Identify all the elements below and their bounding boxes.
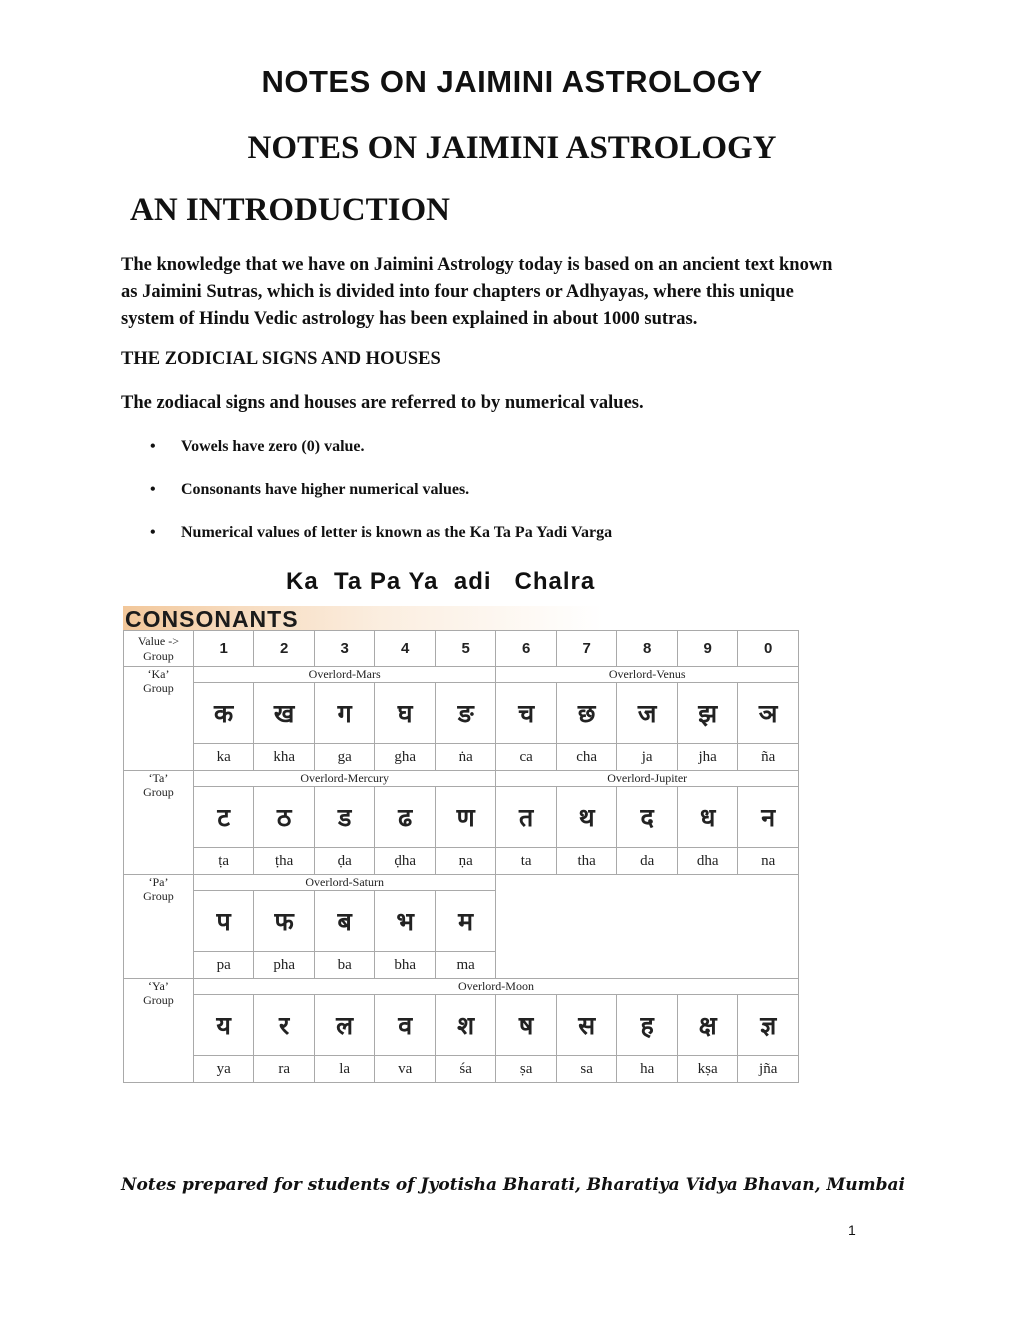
bullet-icon: •: [150, 438, 156, 455]
bullet-text: Vowels have zero (0) value.: [181, 438, 365, 455]
bullet-item: [150, 436, 612, 479]
letter-cell: य: [193, 995, 254, 1056]
ka-overlord-row: [124, 667, 799, 683]
letter-cell: स: [556, 995, 617, 1056]
translit-cell: tha: [556, 848, 617, 875]
bullet-text: Consonants have higher numerical values.: [181, 481, 470, 498]
ka-group-cell: [124, 667, 194, 771]
translit-cell: ja: [617, 744, 678, 771]
letter-cell: ध: [677, 787, 738, 848]
page-number: 1: [848, 1222, 856, 1238]
translit-cell: ca: [496, 744, 557, 771]
bullet-item: [150, 522, 612, 565]
value-row: [124, 631, 799, 667]
letter-cell: ण: [435, 787, 496, 848]
ta-group-cell: [124, 771, 194, 875]
translit-cell: jha: [677, 744, 738, 771]
translit-cell: ka: [193, 744, 254, 771]
ya-translit-row: [124, 1056, 799, 1083]
translit-cell: cha: [556, 744, 617, 771]
value-cell: 6: [496, 631, 557, 667]
translit-cell: pha: [254, 952, 315, 979]
ta-overlord-row: [124, 771, 799, 787]
translit-cell: ta: [496, 848, 557, 875]
translit-cell: bha: [375, 952, 436, 979]
value-cell: 4: [375, 631, 436, 667]
group-word: Group: [143, 681, 174, 695]
bullet-list: [150, 436, 612, 565]
value-cell: 8: [617, 631, 678, 667]
letter-cell: र: [254, 995, 315, 1056]
group-label: Group: [143, 648, 174, 663]
empty-cell: [496, 875, 799, 979]
overlord-cell: Overlord-Mercury: [193, 771, 496, 787]
translit-cell: ṭha: [254, 848, 315, 875]
translit-cell: kṣa: [677, 1056, 738, 1083]
letter-cell: क्ष: [677, 995, 738, 1056]
letter-cell: भ: [375, 891, 436, 952]
value-group-header: [124, 631, 194, 667]
letter-cell: म: [435, 891, 496, 952]
translit-cell: ṇa: [435, 848, 496, 875]
ka-translit-row: [124, 744, 799, 771]
document-title: NOTES ON JAIMINI ASTROLOGY: [247, 130, 777, 166]
letter-cell: ङ: [435, 683, 496, 744]
translit-cell: ṅa: [435, 744, 496, 771]
ta-letter-row: [124, 787, 799, 848]
overlord-cell: Overlord-Mars: [193, 667, 496, 683]
translit-cell: ḍha: [375, 848, 436, 875]
translit-cell: ña: [738, 744, 799, 771]
intro-line: system of Hindu Vedic astrology has been explained in about 1000 sutras.: [121, 309, 698, 329]
ta-translit-row: [124, 848, 799, 875]
group-word: Group: [143, 993, 174, 1007]
group-name: ‘Ta’: [148, 771, 169, 785]
letter-cell: घ: [375, 683, 436, 744]
letter-cell: ठ: [254, 787, 315, 848]
value-cell: 5: [435, 631, 496, 667]
pa-overlord-row: [124, 875, 799, 891]
letter-cell: ष: [496, 995, 557, 1056]
subheading: THE ZODICIAL SIGNS AND HOUSES: [121, 349, 441, 369]
bullet-item: [150, 479, 612, 522]
letter-cell: ग: [314, 683, 375, 744]
translit-cell: kha: [254, 744, 315, 771]
consonants-label: CONSONANTS: [125, 606, 299, 632]
intro-line: as Jaimini Sutras, which is divided into four chapters or Adhyayas, where this unique: [121, 282, 794, 302]
running-header: NOTES ON JAIMINI ASTROLOGY: [261, 64, 763, 99]
translit-cell: sa: [556, 1056, 617, 1083]
intro-line: The knowledge that we have on Jaimini Astrology today is based on an ancient text known: [121, 255, 833, 275]
pa-group-cell: [124, 875, 194, 979]
section-title: AN INTRODUCTION: [130, 192, 450, 228]
letter-cell: छ: [556, 683, 617, 744]
footer-note: Notes prepared for students of Jyotisha Bharati, Bharatiya Vidya Bhavan, Mumbai: [121, 1175, 906, 1195]
value-cell: 3: [314, 631, 375, 667]
value-cell: 9: [677, 631, 738, 667]
letter-cell: ञ: [738, 683, 799, 744]
letter-cell: ढ: [375, 787, 436, 848]
translit-cell: na: [738, 848, 799, 875]
ya-letter-row: [124, 995, 799, 1056]
intro-paragraph: [121, 252, 911, 333]
translit-cell: ya: [193, 1056, 254, 1083]
letter-cell: श: [435, 995, 496, 1056]
bullet-icon: •: [150, 481, 156, 498]
letter-cell: व: [375, 995, 436, 1056]
ka-letter-row: [124, 683, 799, 744]
translit-cell: gha: [375, 744, 436, 771]
letter-cell: झ: [677, 683, 738, 744]
letter-cell: ह: [617, 995, 678, 1056]
bullet-icon: •: [150, 524, 156, 541]
letter-cell: ल: [314, 995, 375, 1056]
letter-cell: क: [193, 683, 254, 744]
overlord-cell: Overlord-Jupiter: [496, 771, 799, 787]
value-cell: 7: [556, 631, 617, 667]
chart-title: Ka Ta Pa Ya adi Chalra: [286, 568, 596, 595]
letter-cell: ख: [254, 683, 315, 744]
value-cell: 2: [254, 631, 315, 667]
letter-cell: न: [738, 787, 799, 848]
varga-table: [123, 630, 799, 1083]
value-label: Value ->: [137, 633, 179, 648]
translit-cell: ma: [435, 952, 496, 979]
letter-cell: फ: [254, 891, 315, 952]
letter-cell: ब: [314, 891, 375, 952]
translit-cell: da: [617, 848, 678, 875]
bullet-text: Numerical values of letter is known as the Ka Ta Pa Yadi Varga: [181, 524, 613, 541]
ya-group-cell: [124, 979, 194, 1083]
group-name: ‘Ka’: [147, 667, 170, 681]
letter-cell: ट: [193, 787, 254, 848]
translit-cell: ba: [314, 952, 375, 979]
letter-cell: प: [193, 891, 254, 952]
translit-cell: śa: [435, 1056, 496, 1083]
overlord-cell: Overlord-Venus: [496, 667, 799, 683]
translit-cell: jña: [738, 1056, 799, 1083]
translit-cell: pa: [193, 952, 254, 979]
value-cell: 1: [193, 631, 254, 667]
translit-cell: ga: [314, 744, 375, 771]
translit-cell: ḍa: [314, 848, 375, 875]
group-word: Group: [143, 785, 174, 799]
translit-cell: va: [375, 1056, 436, 1083]
letter-cell: ज्ञ: [738, 995, 799, 1056]
group-word: Group: [143, 889, 174, 903]
letter-cell: द: [617, 787, 678, 848]
value-cell: 0: [738, 631, 799, 667]
overlord-cell: Overlord-Saturn: [193, 875, 496, 891]
group-name: ‘Pa’: [148, 875, 169, 889]
letter-cell: च: [496, 683, 557, 744]
translit-cell: ra: [254, 1056, 315, 1083]
translit-cell: ha: [617, 1056, 678, 1083]
translit-cell: la: [314, 1056, 375, 1083]
letter-cell: थ: [556, 787, 617, 848]
letter-cell: ड: [314, 787, 375, 848]
overlord-cell: Overlord-Moon: [193, 979, 798, 995]
group-name: ‘Ya’: [148, 979, 169, 993]
letter-cell: ज: [617, 683, 678, 744]
letter-cell: त: [496, 787, 557, 848]
lead-sentence: The zodiacal signs and houses are referred to by numerical values.: [121, 393, 644, 413]
translit-cell: dha: [677, 848, 738, 875]
translit-cell: ṭa: [193, 848, 254, 875]
ya-overlord-row: [124, 979, 799, 995]
katapayadi-chart: [123, 606, 799, 1090]
translit-cell: ṣa: [496, 1056, 557, 1083]
consonants-band: [123, 606, 799, 630]
